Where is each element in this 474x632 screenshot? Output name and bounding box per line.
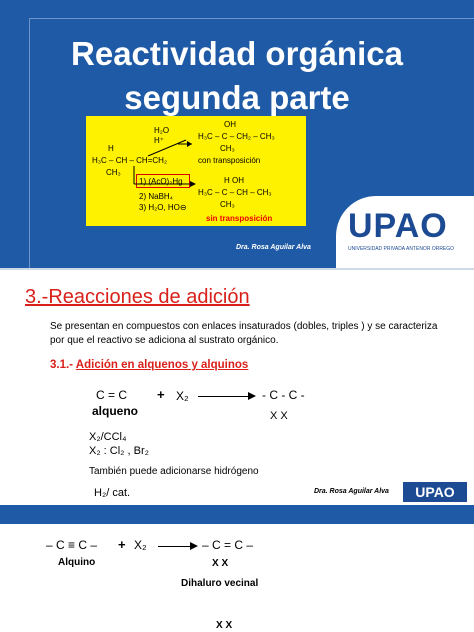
top-oh: OH	[224, 120, 236, 129]
upao-logo: UPAO	[348, 207, 448, 245]
upao-subtitle: UNIVERSIDAD PRIVADA ANTENOR ORREGO	[348, 246, 455, 252]
slide-title	[0, 32, 474, 120]
step-1: 1) (AcO)₂Hg	[139, 177, 183, 186]
x2-reagent-2: X₂	[134, 538, 147, 552]
alkene-product: - C - C -	[262, 388, 305, 402]
alkene-label: alqueno	[92, 404, 139, 418]
bottom-note: sin transposición	[206, 214, 273, 223]
plus-sign: +	[157, 387, 165, 402]
reaction-arrow-2	[158, 546, 192, 547]
product-x-atoms: X X	[270, 410, 288, 422]
bottom-product: H₃C – C – CH – CH₃	[198, 188, 272, 197]
step-3: 3) H₂O, HO⊖	[139, 203, 187, 212]
bottom-x-atoms: X X	[216, 620, 233, 631]
upao-logo-small: UPAO	[403, 482, 467, 502]
plus-sign-2: +	[118, 537, 126, 552]
dihalide-label: Dihaluro vecinal	[181, 578, 259, 589]
top-reagent-1: H₂O	[154, 126, 170, 135]
step-2: 2) NaBH₄	[139, 192, 173, 201]
hydrogen-note: También puede adicionarse hidrógeno	[89, 466, 259, 477]
reaction-scheme	[86, 116, 306, 226]
slide-divider	[0, 268, 474, 270]
alkene-formula: C = C	[96, 388, 128, 402]
title-line-2: segunda parte	[124, 79, 350, 116]
author-credit-2: Dra. Rosa Aguilar Alva	[314, 488, 389, 495]
x2-reagent: X₂	[176, 389, 189, 403]
bottom-product-ch3: CH₃	[220, 200, 235, 209]
top-product-ch3: CH₃	[220, 144, 235, 153]
alkyne-slide	[0, 524, 474, 632]
reagent-line-2: X₂ : Cl₂ , Br₂	[89, 445, 149, 457]
arrow-head-icon	[248, 392, 256, 400]
top-reagent-2: H⁺	[154, 136, 164, 145]
author-credit: Dra. Rosa Aguilar Alva	[236, 244, 311, 251]
reactant-h: H	[108, 144, 114, 153]
title-slide	[0, 0, 474, 268]
top-product: H₃C – C – CH₂ – CH₃	[198, 132, 275, 141]
section-paragraph: Se presentan en compuestos con enlaces insaturados (dobles, triples ) y se caracteriza por que el reactivo se adiciona al sustrato orgánico.	[50, 321, 438, 346]
reagent-line-1: X₂/CCl₄	[89, 431, 127, 443]
alkyne-product: – C = C –	[202, 538, 254, 552]
reactant-ch3: CH₃	[106, 168, 121, 177]
arrow-head-icon-2	[190, 542, 198, 550]
reaction-arrow	[198, 396, 250, 397]
alkyne-formula: – C ≡ C –	[46, 538, 98, 552]
slide-footer-bar	[0, 505, 474, 524]
bottom-arrow	[130, 164, 200, 194]
section-heading: 3.-Reacciones de adición	[25, 286, 250, 308]
bottom-h-oh: H OH	[224, 176, 244, 185]
title-line-1: Reactividad orgánica	[71, 35, 403, 72]
top-note: con transposición	[198, 156, 261, 165]
reactant-chain: H₃C – CH – CH=CH₂	[92, 156, 168, 165]
alkyne-product-x: X X	[212, 558, 229, 569]
alkyne-label: Alquino	[58, 557, 96, 568]
top-arrow	[146, 134, 196, 158]
h2-catalyst: H₂/ cat.	[94, 487, 131, 499]
subsection-heading: 3.1.- Adición en alquenos y alquinos	[50, 359, 249, 371]
